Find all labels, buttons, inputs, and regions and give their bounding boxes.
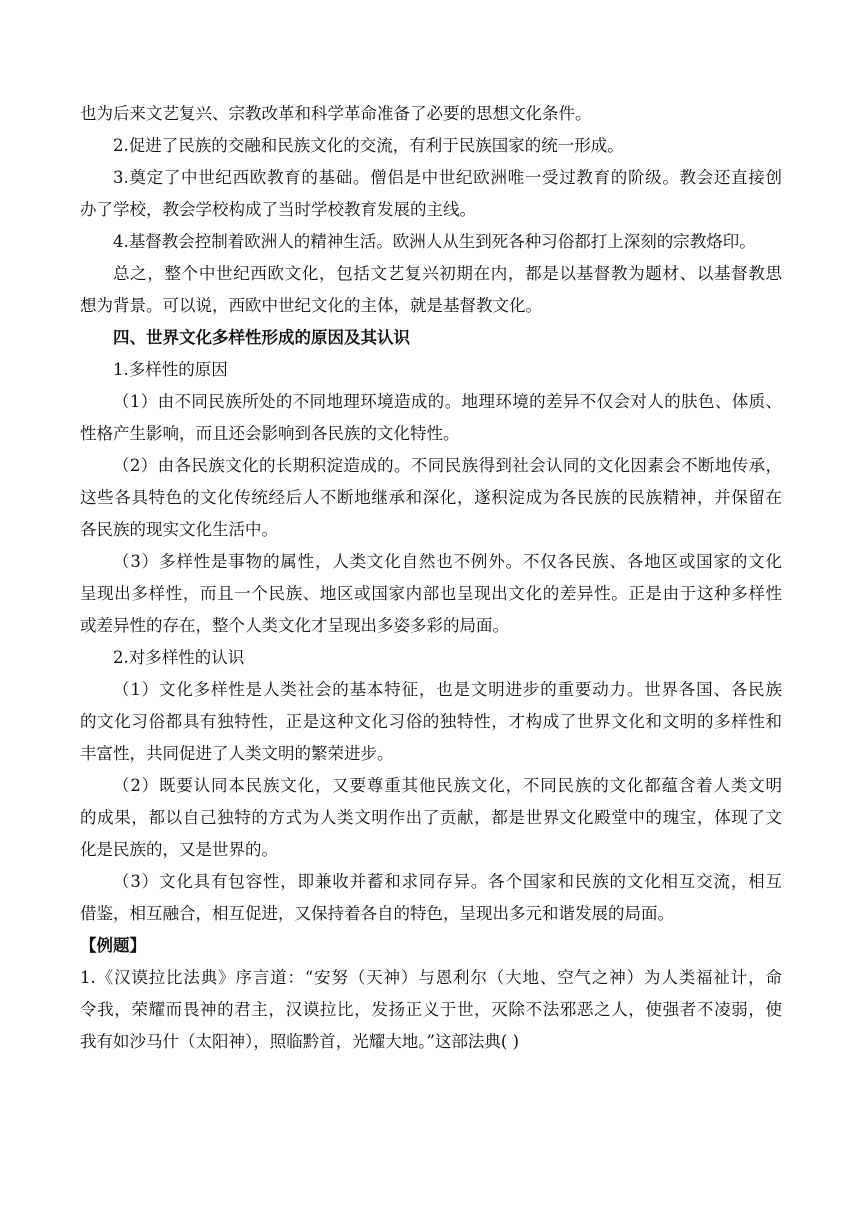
paragraph-line: 也为后来文艺复兴、宗教改革和科学革命准备了必要的思想文化条件。 — [80, 104, 592, 123]
paragraph-line: 借鉴，相互融合，相互促进，又保持着各自的特色，呈现出多元和谐发展的局面。 — [80, 904, 674, 923]
document-page — [80, 98, 782, 1058]
paragraph-line: 的成果，都以自己独特的方式为人类文明作出了贡献，都是世界文化殿堂中的瑰宝，体现了文 — [80, 808, 782, 827]
question-line: 我有如沙马什（太阳神），照临黔首，光耀大地。”这部法典( ) — [80, 1032, 520, 1051]
paragraph-line: 总之，整个中世纪西欧文化，包括文艺复兴初期在内，都是以基督教为题材、以基督教思 — [113, 264, 782, 283]
paragraph-line: 各民族的现实文化生活中。 — [80, 520, 278, 539]
subsection-heading: 2.对多样性的认识 — [113, 648, 245, 667]
example-heading: 【例题】 — [80, 936, 146, 955]
paragraph-line: 呈现出多样性，而且一个民族、地区或国家内部也呈现出文化的差异性。正是由于这种多样性 — [80, 584, 782, 603]
paragraph-line: 2.促进了民族的交融和民族文化的交流，有利于民族国家的统一形成。 — [113, 136, 624, 155]
paragraph-line: （2）由各民族文化的长期积淀造成的。不同民族得到社会认同的文化因素会不断地传承， — [113, 456, 782, 475]
paragraph-line: 办了学校，教会学校构成了当时学校教育发展的主线。 — [80, 200, 476, 219]
paragraph-line: 4.基督教会控制着欧洲人的精神生活。欧洲人从生到死各种习俗都打上深刻的宗教烙印。 — [113, 232, 756, 251]
question-line: 令我，荣耀而畏神的君主，汉谟拉比，发扬正义于世，灭除不法邪恶之人，使强者不凌弱，使 — [80, 1000, 782, 1019]
paragraph-line: （1）由不同民族所处的不同地理环境造成的。地理环境的差异不仅会对人的肤色、体质、 — [113, 392, 782, 411]
paragraph-line: 性格产生影响，而且还会影响到各民族的文化特性。 — [80, 424, 460, 443]
paragraph-line: 3.奠定了中世纪西欧教育的基础。僧侣是中世纪欧洲唯一受过教育的阶级。教会还直接创 — [113, 168, 782, 187]
paragraph-line: 化是民族的，又是世界的。 — [80, 840, 278, 859]
subsection-heading: 1.多样性的原因 — [113, 360, 228, 379]
paragraph-line: 丰富性，共同促进了人类文明的繁荣进步。 — [80, 744, 394, 763]
question-line: 1.《汉谟拉比法典》序言道：“安努（天神）与恩利尔（大地、空气之神）为人类福祉计，命 — [80, 968, 782, 987]
paragraph-line: （3）文化具有包容性，即兼收并蓄和求同存异。各个国家和民族的文化相互交流，相互 — [113, 872, 782, 891]
paragraph-line: 的文化习俗都具有独特性，正是这种文化习俗的独特性，才构成了世界文化和文明的多样性和 — [80, 712, 782, 731]
paragraph-line: （3）多样性是事物的属性，人类文化自然也不例外。不仅各民族、各地区或国家的文化 — [113, 552, 782, 571]
paragraph-line: 这些各具特色的文化传统经后人不断地继承和深化，遂积淀成为各民族的民族精神，并保留在 — [80, 488, 782, 507]
paragraph-line: 想为背景。可以说，西欧中世纪文化的主体，就是基督教文化。 — [80, 296, 542, 315]
paragraph-line: 或差异性的存在，整个人类文化才呈现出多姿多彩的局面。 — [80, 616, 509, 635]
paragraph-line: （1）文化多样性是人类社会的基本特征，也是文明进步的重要动力。世界各国、各民族 — [113, 680, 782, 699]
paragraph-line: （2）既要认同本民族文化，又要尊重其他民族文化，不同民族的文化都蕴含着人类文明 — [113, 776, 782, 795]
section-heading: 四、世界文化多样性形成的原因及其认识 — [113, 328, 410, 347]
